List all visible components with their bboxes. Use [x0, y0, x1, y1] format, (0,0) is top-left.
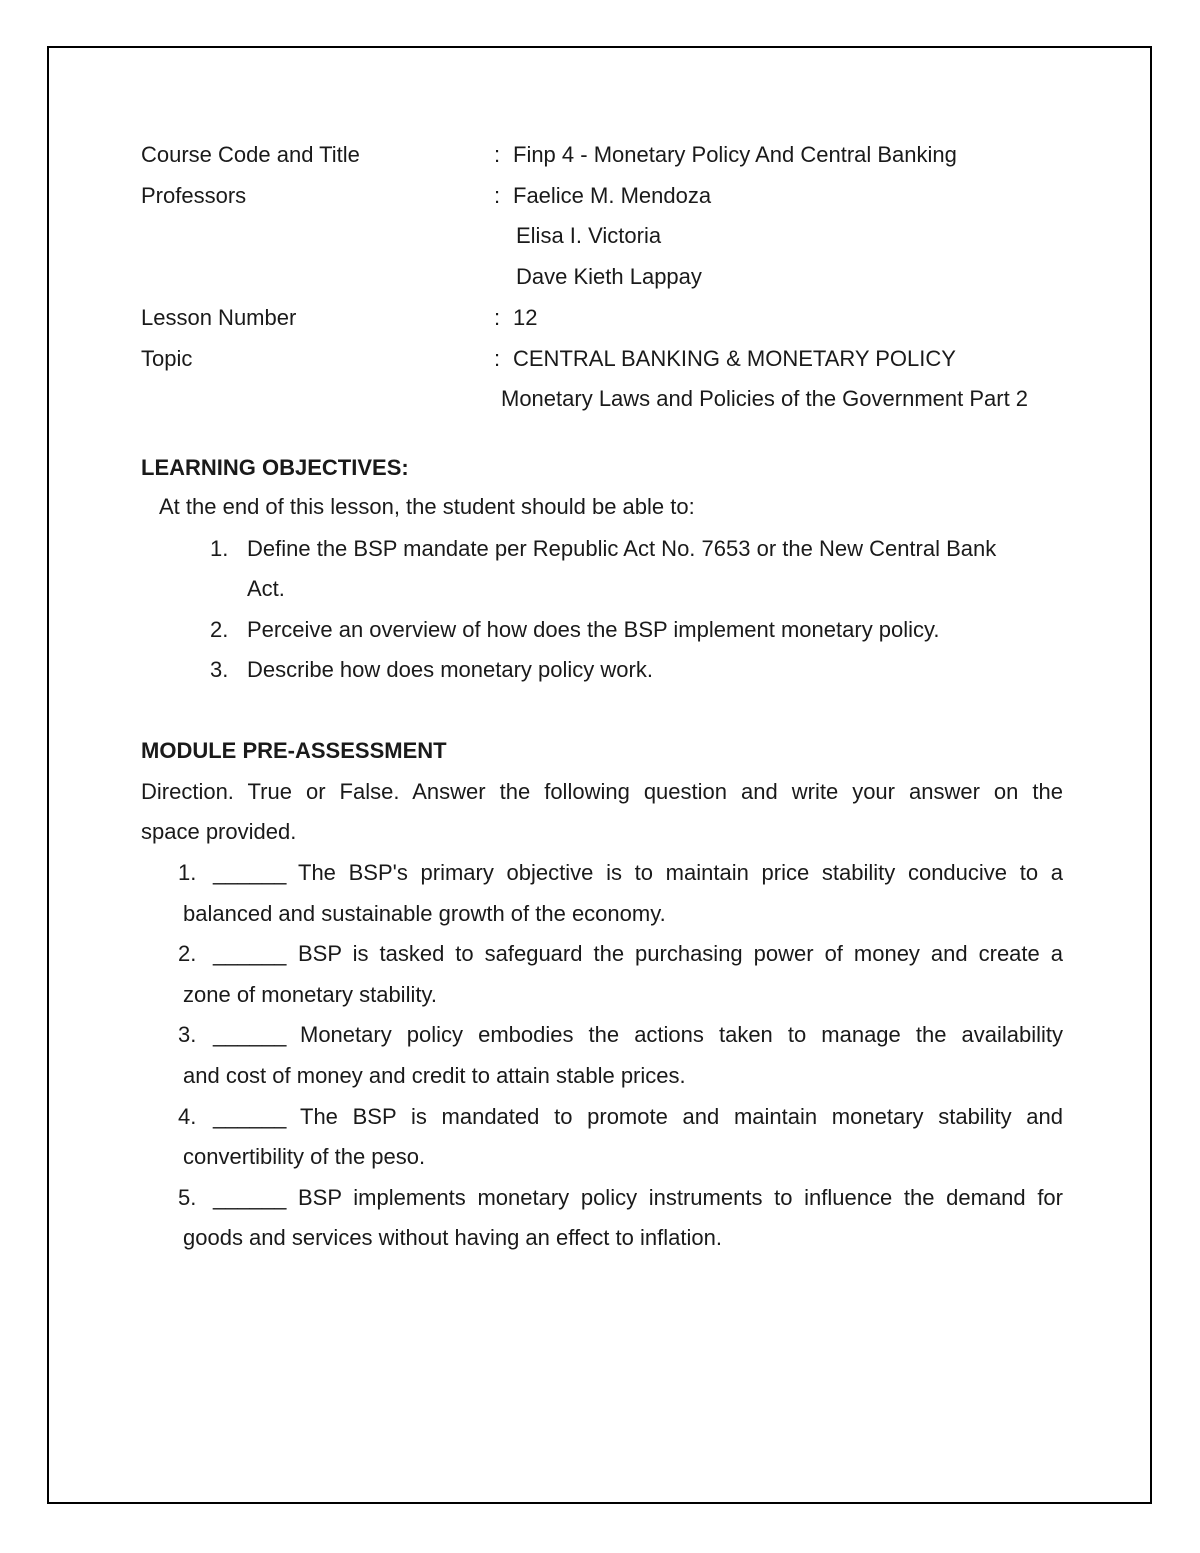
course-value: Finp 4 - Monetary Policy And Central Banking: [513, 142, 957, 167]
question-5-blank: ______: [213, 1185, 287, 1210]
professor-3: Dave Kieth Lappay: [516, 264, 702, 289]
question-2-text-cont: zone of monetary stability.: [183, 982, 437, 1007]
professors-colon: :: [494, 183, 501, 208]
professors-label: Professors: [141, 183, 247, 208]
question-2-blank: ______: [213, 941, 287, 966]
topic-subtitle: Monetary Laws and Policies of the Government Part 2: [501, 386, 1029, 411]
course-label: Course Code and Title: [141, 142, 360, 167]
objective-2-num: 2.: [210, 617, 229, 642]
professor-2: Elisa I. Victoria: [516, 223, 662, 248]
question-4-text-cont: convertibility of the peso.: [183, 1144, 426, 1169]
lesson-label: Lesson Number: [141, 305, 297, 330]
objective-3-text: Describe how does monetary policy work.: [247, 657, 653, 682]
question-4-blank: ______: [213, 1104, 287, 1129]
question-3-text-cont: and cost of money and credit to attain stable prices.: [183, 1063, 686, 1088]
lesson-colon: :: [494, 305, 501, 330]
objectives-heading: LEARNING OBJECTIVES:: [141, 455, 409, 480]
course-colon: :: [494, 142, 501, 167]
objective-3-num: 3.: [210, 657, 229, 682]
topic-label: Topic: [141, 346, 193, 371]
question-5-text: BSP implements monetary policy instruments to influence the demand for: [298, 1185, 1063, 1210]
question-3-text: Monetary policy embodies the actions taken to manage the availability: [300, 1022, 1063, 1047]
question-4-text: The BSP is mandated to promote and maintain monetary stability and: [300, 1104, 1063, 1129]
question-1-num: 1.: [178, 860, 197, 885]
question-1-text-cont: balanced and sustainable growth of the economy.: [183, 901, 666, 926]
question-2-num: 2.: [178, 941, 197, 966]
assessment-direction-cont: space provided.: [141, 819, 297, 844]
question-5-num: 5.: [178, 1185, 197, 1210]
question-3-num: 3.: [178, 1022, 197, 1047]
objectives-intro: At the end of this lesson, the student should be able to:: [159, 494, 695, 519]
question-5-text-cont: goods and services without having an effect to inflation.: [183, 1225, 722, 1250]
professor-1: Faelice M. Mendoza: [513, 183, 712, 208]
assessment-heading: MODULE PRE-ASSESSMENT: [141, 738, 447, 763]
question-1-blank: ______: [213, 860, 287, 885]
question-2-text: BSP is tasked to safeguard the purchasing power of money and create a: [298, 941, 1063, 966]
objective-1-text-cont: Act.: [247, 576, 285, 601]
objective-1-text: Define the BSP mandate per Republic Act No. 7653 or the New Central Bank: [247, 536, 997, 561]
topic-value: CENTRAL BANKING & MONETARY POLICY: [513, 346, 956, 371]
objective-2-text: Perceive an overview of how does the BSP implement monetary policy.: [247, 617, 940, 642]
lesson-value: 12: [513, 305, 538, 330]
topic-colon: :: [494, 346, 501, 371]
question-3-blank: ______: [213, 1022, 287, 1047]
assessment-direction: Direction. True or False. Answer the following question and write your answer on the: [141, 779, 1063, 804]
question-1-text: The BSP's primary objective is to maintain price stability conducive to a: [298, 860, 1063, 885]
objective-1-num: 1.: [210, 536, 229, 561]
question-4-num: 4.: [178, 1104, 197, 1129]
